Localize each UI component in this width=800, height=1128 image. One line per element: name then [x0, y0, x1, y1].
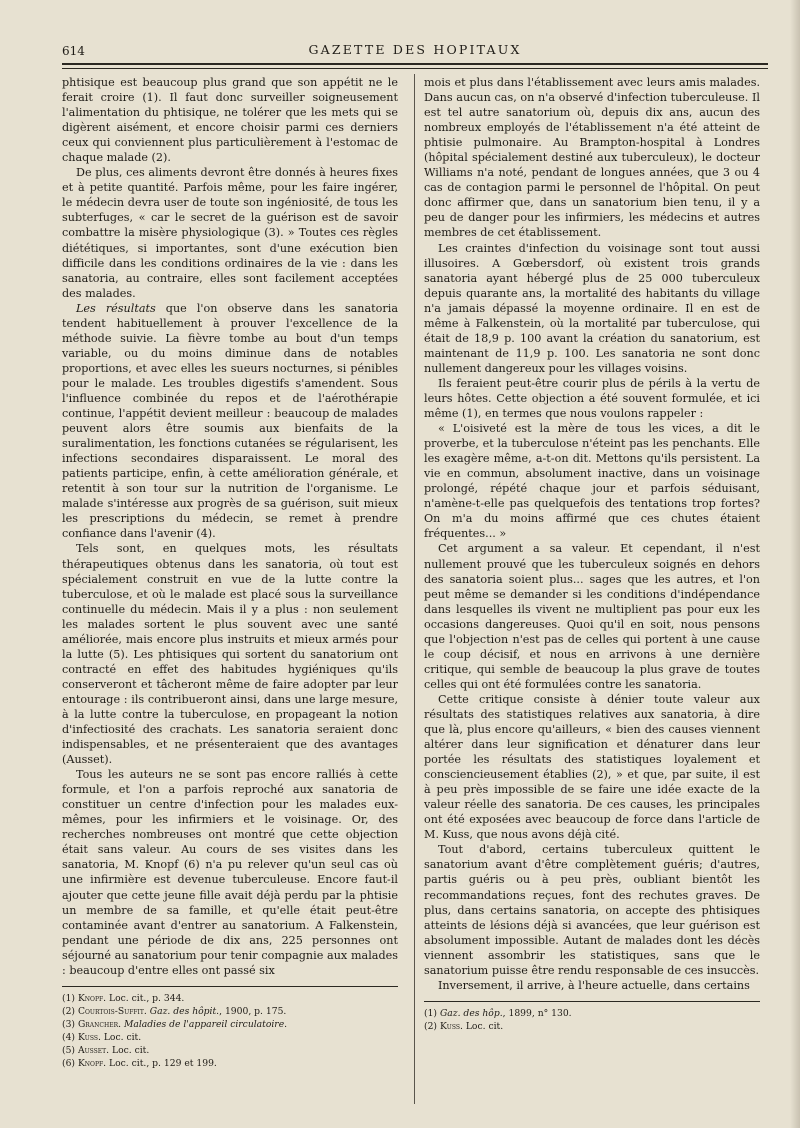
footnotes-right — [424, 1007, 760, 1033]
footnote: (1) Knopf. Loc. cit., p. 344. — [62, 992, 185, 1004]
results-label: Les résultats — [76, 301, 156, 315]
footnote: (1) Gaz. des hôp., 1899, n° 130. — [424, 1007, 572, 1019]
footnote: (5) Ausset. Loc. cit. — [62, 1044, 150, 1056]
footnote: (6) Knopf. Loc. cit., p. 129 et 199. — [62, 1057, 217, 1069]
left-column — [62, 75, 398, 1070]
footnotes-left — [62, 992, 398, 1070]
paragraph: mois et plus dans l'établissement avec leurs amis malades. Dans aucun cas, on n'a observé d'infection tuberculeuse. Il est tel autre sanatorium où, depuis dix ans, aucun des nombreux employés de l'établissement n'a été atteint de phtisie pulmonaire. Au Brampton-hospital à Londres (hôpital spécialement destiné aux tuberculeux), le docteur Williams n'a noté, pendant de longues années, que 3 ou 4 cas de contagion parmi le personnel de l'hôpital. On peut donc affirmer que, dans un sanatorium bien tenu, il y a peu de danger pour les infirmiers, les médecins et autres membres de cet établissement. — [424, 76, 760, 240]
paragraph: Ils feraient peut-être courir plus de périls à la vertu de leurs hôtes. Cette objection a été souvent formulée, et ici même (1), en termes que nous voulons rappeler : — [424, 376, 760, 421]
paragraph: Inversement, il arrive, à l'heure actuelle, dans certains — [438, 978, 750, 992]
footnote: (3) Grancher. Maladies de l'appareil circulatoire. — [62, 1018, 288, 1030]
paragraph: Les craintes d'infection du voisinage sont tout aussi illusoires. A Gœbersdorf, où existent trois grands sanatoria ayant hébergé plus de 25 000 tuberculeux depuis quarante ans, la mortalité des habitants du village n'a jamais dépassé la moyenne ordinaire. Il en est de même à Falkenstein, où la mortalité par tuberculose, qui était de 18,9 p. 100 avant la création du sanatorium, est maintenant de 11,9 p. 100. Les sanatoria ne sont donc nullement dangereux pour les villages voisins. — [424, 241, 760, 375]
column-separator — [414, 74, 415, 1104]
footnote-rule — [424, 1001, 760, 1002]
results-text: que l'on observe dans les sanatoria tendent habituellement à prouver l'excellence de la méthode suivie. La fièvre tombe au bout d'un temps variable, ou du moins diminue dans de notables proportions, et avec elles les sueurs nocturnes, si pénibles pour le malade. Les troubles digestifs s'amendent. Sous l'influence combinée du repos et de l'aérothérapie continue, l'appétit devient meilleur : beaucoup de malades peuvent alors être soumis aux bienfaits de la suralimentation, les fonctions cutanées se régularisent, les infections secondaires disparaissent. Le moral des patients participe, enfin, à cette amélioration générale, et retentit à son tour sur la nutrition de l'organisme. Le malade s'intéresse aux progrès de sa guérison, suit mieux les prescriptions du médecin, se remet à prendre confiance dans l'avenir (4). — [62, 301, 398, 541]
footnote-rule — [62, 986, 398, 987]
paragraph: De plus, ces aliments devront être donnés à heures fixes et à petite quantité. Parfois même, pour les faire ingérer, le médecin devra user de toute son ingéniosité, de tous les subterfuges, « car le secret de la guérison est de savoir combattre la misère physiologique (3). » Toutes ces règles diététiques, si importantes, sont d'une exécution bien difficile dans les conditions ordinaires de la vie : dans les sanatoria, au contraire, elles sont facilement acceptées des malades. — [62, 166, 398, 300]
header-rule-thin — [62, 68, 768, 69]
paragraph: Cette critique consiste à dénier toute valeur aux résultats des statistiques relatives aux sanatoria, à dire que là, plus encore qu'ailleurs, « bien des causes viennent altérer dans leur signification et dénaturer dans leur portée les résultats des statistiques loyalement et consciencieusement établies (2), » et que, par suite, il est à peu près impossible de se faire une idée exacte de la valeur réelle des sanatoria. De ces causes, les principales ont été exposées avec beaucoup de force dans l'article de M. Kuss, que nous avons déjà cité. — [424, 692, 760, 842]
paragraph: phtisique est beaucoup plus grand que son appétit ne le ferait croire (1). Il faut donc surveiller soigneusement l'alimentation du phtisique, ne tolérer que les mets qui se digèrent aisément, et encore choisir parmi ces derniers ceux qui conviennent plus particulièrement à l'estomac de chaque malade (2). — [62, 76, 398, 165]
page-number: 614 — [62, 44, 85, 58]
quotation: « L'oisiveté est la mère de tous les vices, a dit le proverbe, et la tuberculose n'éteint pas les penchants. Elle les exagère même, a-t-on dit. Mettons qu'ils persistent. La vie en commun, absolument inactive, dans un voisinage prolongé, répété chaque jour et parfois séduisant, n'amène-t-elle pas quelquefois des tentations trop fortes? On m'a du moins affirmé que ces chutes étaient fréquentes... » — [424, 422, 760, 541]
paragraph: Cet argument a sa valeur. Et cependant, il n'est nullement prouvé que les tuberculeux soignés en dehors des sanatoria soient plus... sages que les autres, et l'on peut même se demander si les conditions d'indépendance dans lesquelles ils vivent ne multiplient pas pour eux les occasions dangereuses. Quoi qu'il en soit, nous pensons que l'objection n'est pas de celles qui portent à une cause le coup décisif, et nous en arrivons à une dernière critique, qui semble de beaucoup la plus grave de toutes celles qui ont été formulées contre les sanatoria. — [424, 542, 760, 691]
journal-title: GAZETTE DES HOPITAUX — [308, 42, 522, 57]
footnote: (2) Kuss. Loc. cit. — [424, 1020, 504, 1032]
paragraph: Tout d'abord, certains tuberculeux quittent le sanatorium avant d'être complètement guéris; d'autres, partis guéris ou à peu près, oubliant bientôt les recommandations reçues, font des rechutes graves. De plus, dans certains sanatoria, on accepte des phtisiques atteints de lésions déjà si avancées, que leur guérison est absolument impossible. Autant de malades dont les décès viennent assombrir les statistiques, sans que le sanatorium puisse être rendu responsable de ces insuccès. — [424, 843, 760, 977]
paragraph-results — [62, 301, 398, 542]
header-rule-thick — [62, 63, 768, 65]
page-header — [62, 38, 768, 58]
paragraph: Tels sont, en quelques mots, les résultats thérapeutiques obtenus dans les sanatoria, où tout est spécialement construit en vue de la lutte contre la tuberculose, et où le malade est placé sous la surveillance continuelle du médecin. Mais il y a plus : non seulement les malades sortent le plus souvent avec une santé améliorée, mais encore plus instruits et mieux armés pour la lutte (5). Les phtisiques qui sortent du sanatorium ont contracté en effet des habitudes hygiéniques qu'ils conserveront et tâcheront même de faire adopter par leur entourage : ils contribueront ainsi, dans une large mesure, à la lutte contre la tuberculose, en propageant la notion d'infectiosité des crachats. Les sanatoria seraient donc indispensables, et ne présenteraient que des avantages (Ausset). — [62, 542, 398, 767]
page-edge-shadow — [790, 0, 800, 1128]
footnote: (2) Courtois-Suffit. Gaz. des hôpit., 1900, p. 175. — [62, 1005, 287, 1017]
footnote: (4) Kuss. Loc. cit. — [62, 1031, 142, 1043]
paragraph: Tous les auteurs ne se sont pas encore ralliés à cette formule, et l'on a parfois reproché aux sanatoria de constituer un centre d'infection pour les malades eux-mêmes, pour les infirmiers et le voisinage. Or, des recherches nombreuses ont montré que cette objection était sans valeur. Au cours de ses visites dans les sanatoria, M. Knopf (6) n'a pu relever qu'un seul cas où une infirmière est devenue tuberculeuse. Encore faut-il ajouter que cette jeune fille avait déjà perdu par la phtisie un membre de sa famille, et qu'elle était peut-être contaminée avant d'entrer au sanatorium. A Falkenstein, pendant une période de dix ans, 225 personnes ont séjourné au sanatorium pour tenir compagnie aux malades : beaucoup d'entre elles ont passé six — [62, 768, 398, 977]
right-column — [424, 75, 760, 1033]
